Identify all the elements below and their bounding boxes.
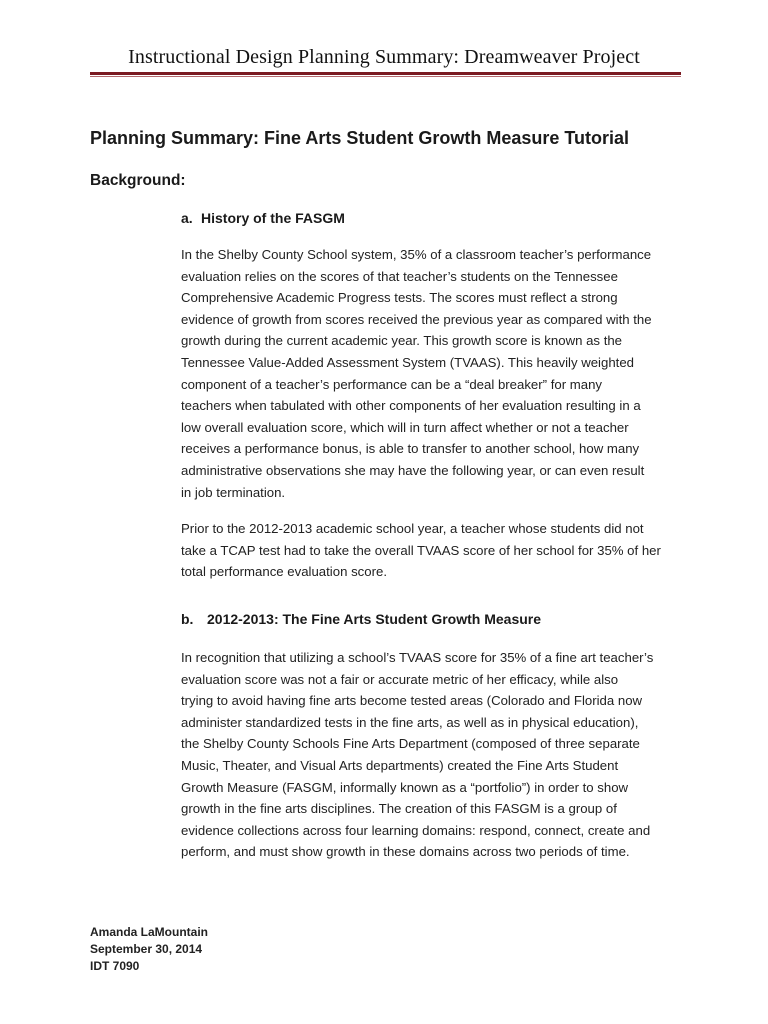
footer-course: IDT 7090 <box>90 959 140 973</box>
page-header-title: Instructional Design Planning Summary: Dreamweaver Project <box>128 46 640 68</box>
subsection-a-heading <box>181 210 345 226</box>
subsection-b-marker: b. <box>181 611 194 627</box>
paragraph-line: evaluation relies on the scores of that teacher’s students on the Tennessee <box>181 268 618 284</box>
paragraph-line: Comprehensive Academic Progress tests. The scores must reflect a strong <box>181 290 618 306</box>
footer-date: September 30, 2014 <box>90 942 203 956</box>
document-title: Planning Summary: Fine Arts Student Growth Measure Tutorial <box>90 128 630 148</box>
subsection-a-title: History of the FASGM <box>201 210 345 226</box>
subsection-b-heading <box>181 611 541 627</box>
paragraph-line: administer standardized tests in the fine arts, as well as in physical education), <box>181 714 639 730</box>
paragraph-line: In the Shelby County School system, 35% of a classroom teacher’s performance <box>181 247 652 262</box>
paragraph-line: evaluation score was not a fair or accurate metric of her efficacy, while also <box>181 671 619 687</box>
paragraph-line: evidence collections across four learning domains: respond, connect, create and <box>181 822 651 838</box>
paragraph-line: Prior to the 2012-2013 academic school year, a teacher whose students did not <box>181 521 644 536</box>
paragraph-line: total performance evaluation score. <box>181 564 387 580</box>
page-footer <box>90 924 208 975</box>
paragraph-line: perform, and must show growth in these domains across two periods of time. <box>181 844 630 860</box>
paragraph-line: the Shelby County Schools Fine Arts Department (composed of three separate <box>181 736 640 752</box>
paragraph-line: administrative observations she may have the following year, or can even result <box>181 462 645 478</box>
paragraph-line: trying to avoid having fine arts become tested areas (Colorado and Florida now <box>181 693 643 709</box>
paragraph-line: low overall evaluation score, which will in turn affect whether or not a teacher <box>181 419 629 435</box>
paragraph-line: Growth Measure (FASGM, informally known as a “portfolio”) in order to show <box>181 779 629 795</box>
subsection-a-paragraph-2 <box>181 518 681 583</box>
subsection-b-paragraph <box>181 647 681 863</box>
paragraph-line: growth during the current academic year. This growth score is known as the <box>181 333 623 349</box>
paragraph-line: receives a performance bonus, is able to transfer to another school, how many <box>181 441 640 457</box>
section-heading-background: Background: <box>90 172 186 189</box>
paragraph-line: In recognition that utilizing a school’s TVAAS score for 35% of a fine art teacher’s <box>181 650 654 665</box>
header-rule <box>90 72 681 75</box>
paragraph-line: teachers when tabulated with other components of her evaluation resulting in a <box>181 398 641 414</box>
paragraph-line: Tennessee Value-Added Assessment System (TVAAS). This heavily weighted <box>181 354 634 370</box>
subsection-a-marker: a. <box>181 210 193 226</box>
paragraph-line: Music, Theater, and Visual Arts departments) created the Fine Arts Student <box>181 757 619 773</box>
paragraph-line: evidence of growth from scores received the previous year as compared with the <box>181 311 652 327</box>
subsection-b-title: 2012-2013: The Fine Arts Student Growth Measure <box>207 611 542 627</box>
footer-author: Amanda LaMountain <box>90 925 209 939</box>
paragraph-line: component of a teacher’s performance can be a “deal breaker” for many <box>181 376 603 392</box>
subsection-a-paragraph-1 <box>181 244 681 503</box>
paragraph-line: take a TCAP test had to take the overall TVAAS score of her school for 35% of her <box>181 542 661 558</box>
paragraph-line: in job termination. <box>181 484 286 500</box>
paragraph-line: growth in the fine arts disciplines. The creation of this FASGM is a group of <box>181 801 617 817</box>
header-rule-thin <box>90 76 681 77</box>
